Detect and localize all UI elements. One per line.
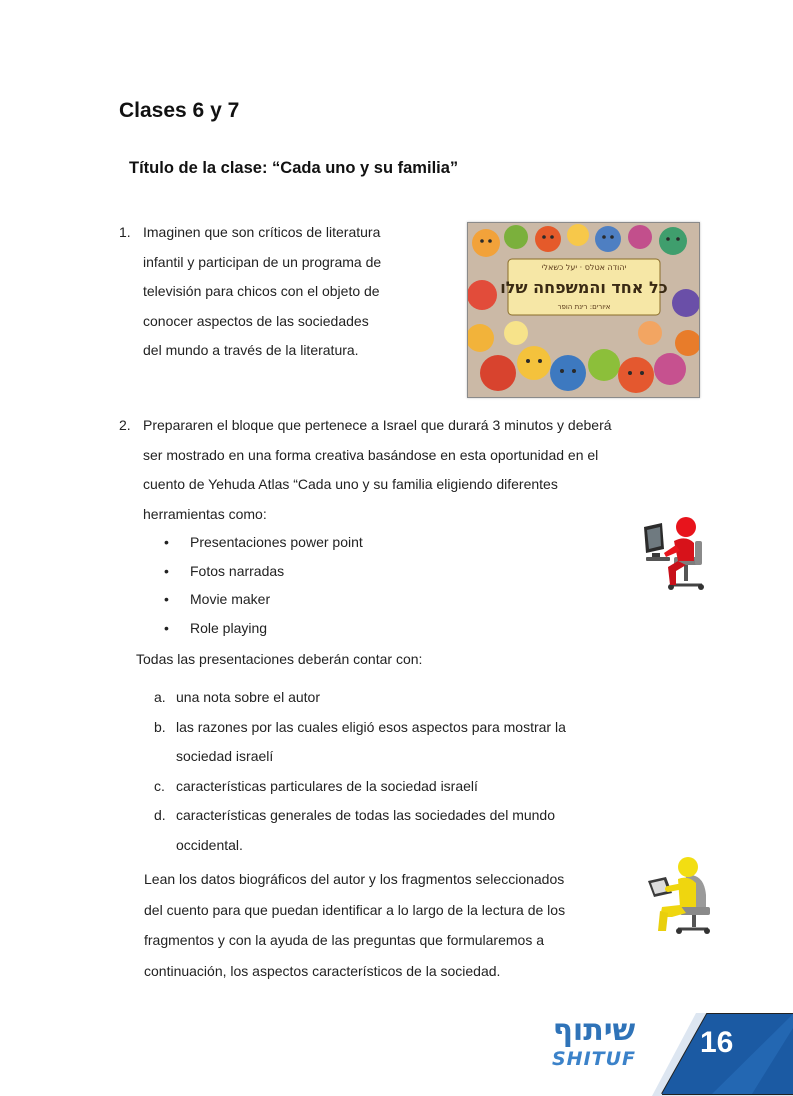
item-2-line: cuento de Yehuda Atlas “Cada uno y su familia eligiendo diferentes [143, 476, 558, 492]
item-1-line: del mundo a través de la literatura. [143, 342, 359, 358]
item-2 [119, 411, 719, 529]
item-2-line: herramientas como: [143, 505, 267, 522]
item-1-line: infantil y participan de un programa de [143, 253, 382, 270]
closing-line: del cuento para que puedan identificar a lo largo de la lectura de los [144, 901, 566, 918]
requirement-d-line: occidental. [176, 836, 243, 853]
class-subtitle: Título de la clase: “Cada uno y su familia” [129, 159, 459, 177]
list-item: • Role playing [164, 619, 268, 636]
computer-user-icon [640, 513, 710, 593]
requirements-intro: Todas las presentaciones deberán contar con: [136, 651, 423, 667]
book-author-line: יהודה אטלס · יעל כשאלי [541, 263, 627, 272]
item-1-line: Imaginen que son críticos de literatura [143, 224, 381, 240]
item-1-number: 1. [119, 224, 131, 240]
requirement-c: c. características particulares de la sociedad israelí [154, 777, 478, 794]
closing-line: fragmentos y con la ayuda de las preguntas que formularemos a [144, 932, 545, 948]
requirements-list [154, 683, 654, 860]
item-2-line: Prepararen el bloque que pertenece a Israel que durará 3 minutos y deberá [143, 417, 612, 433]
requirement-b-line: sociedad israelí [176, 748, 274, 764]
book-title: כל אחד והמשפחה שלו [500, 278, 668, 297]
requirement-b: b. las razones por las cuales eligió esos aspectos para mostrar la [154, 718, 566, 735]
item-2-number: 2. [119, 417, 131, 433]
list-item: • Presentaciones power point [164, 534, 363, 550]
list-item: • Movie maker [164, 591, 271, 608]
tools-list [164, 528, 484, 642]
requirement-d: d. características generales de todas las sociedades del mundo [154, 807, 555, 823]
reader-on-chair-icon [642, 855, 716, 937]
closing-line: Lean los datos biográficos del autor y los fragmentos seleccionados [144, 871, 565, 887]
logo-hebrew-text: שיתוף [552, 1013, 636, 1048]
item-1 [119, 218, 459, 366]
closing-line: continuación, los aspectos característicos de la sociedad. [144, 962, 501, 979]
requirement-a: a. una nota sobre el autor [154, 689, 320, 705]
book-cover-illustration [468, 223, 699, 397]
page-title: Clases 6 y 7 [119, 99, 240, 122]
list-item: • Fotos narradas [164, 562, 285, 579]
page-number: 16 [700, 1026, 734, 1059]
logo-latin-text: SHITUF [551, 1048, 637, 1070]
book-cover-image [467, 222, 700, 398]
closing-paragraph [144, 864, 644, 986]
book-illustrator-line: איורים: רינת הופר [557, 303, 611, 311]
item-2-line: ser mostrado en una forma creativa basándose en esta oportunidad en el [143, 446, 599, 463]
item-1-line: televisión para chicos con el objeto de [143, 283, 380, 299]
item-1-line: conocer aspectos de las sociedades [143, 312, 369, 329]
shituf-logo [548, 1014, 640, 1086]
